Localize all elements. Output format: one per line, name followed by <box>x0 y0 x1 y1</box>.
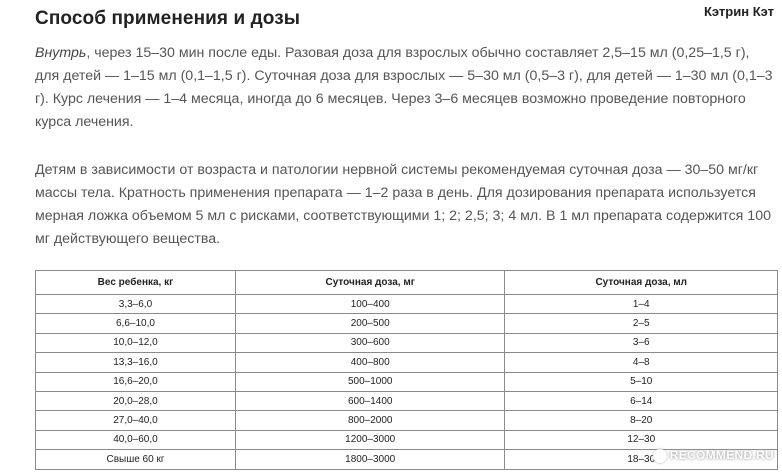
section-title: Способ применения и дозы <box>35 8 301 29</box>
table-row <box>36 430 778 449</box>
cell-weight: Свыше 60 кг <box>36 450 236 469</box>
paragraph-usage <box>35 42 775 134</box>
cell-weight: 40,0–60,0 <box>36 430 236 449</box>
cell-weight: 3,3–6,0 <box>36 295 236 314</box>
cell-weight: 13,3–16,0 <box>36 353 236 372</box>
dosage-table <box>35 270 778 470</box>
paragraph-children-dosage: Детям в зависимости от возраста и патологии нервной системы рекомендуемая суточная доза — 30–50 мг/кг массы тела. Кратность применения препарата — 1–2 раза в день. Для дозирования препарата используется мерная ложка объемом 5 мл с рисками, соответствующими 1; 2; 2,5; 3; 4 мл. В 1 мл препарата содержится 100 мг действующего вещества. <box>35 162 771 247</box>
cell-dose-mg: 1200–3000 <box>235 430 505 449</box>
cell-dose-mg: 500–1000 <box>235 372 505 391</box>
table-row <box>36 333 778 352</box>
cell-weight: 10,0–12,0 <box>36 333 236 352</box>
dosage-table-body <box>36 295 778 470</box>
cell-dose-mg: 600–1400 <box>235 391 505 410</box>
table-row <box>36 353 778 372</box>
recommend-logo-icon <box>653 449 667 463</box>
cell-dose-ml: 1–4 <box>505 295 778 314</box>
header-dose-ml: Суточная доза, мл <box>505 271 778 295</box>
cell-dose-ml: 12–30 <box>505 430 778 449</box>
cell-dose-mg: 800–2000 <box>235 411 505 430</box>
paragraph-usage-text: , через 15–30 мин после еды. Разовая доза для взрослых обычно составляет 2,5–15 мл (0,25–1,5 г), для детей — 1–15 мл (0,1–1,5 г). Суточная доза для взрослых — 5–30 мл (0,5–3 г), для детей — 1–30 мл (0,1–3 г). Курс лечения — 1–4 месяца, иногда до 6 месяцев. Через 3–6 месяцев возможно проведение повторного курса лечения. <box>35 45 773 130</box>
watermark <box>653 448 774 463</box>
cell-weight: 27,0–40,0 <box>36 411 236 430</box>
cell-weight: 16,6–20,0 <box>36 372 236 391</box>
header-dose-mg: Суточная доза, мг <box>235 271 505 295</box>
cell-dose-ml: 5–10 <box>505 372 778 391</box>
cell-dose-mg: 200–500 <box>235 314 505 333</box>
cell-weight: 6,6–10,0 <box>36 314 236 333</box>
cell-dose-ml: 2–5 <box>505 314 778 333</box>
cell-dose-ml: 18–30 <box>505 450 778 469</box>
table-row <box>36 372 778 391</box>
header-weight: Вес ребенка, кг <box>36 271 236 295</box>
cell-dose-mg: 300–600 <box>235 333 505 352</box>
cell-dose-ml: 8–20 <box>505 411 778 430</box>
watermark-text: RECOMMEND.RU <box>669 448 774 462</box>
cell-weight: 20,0–28,0 <box>36 391 236 410</box>
table-row <box>36 295 778 314</box>
cell-dose-ml: 3–6 <box>505 333 778 352</box>
cell-dose-ml: 4–8 <box>505 353 778 372</box>
cell-dose-mg: 1800–3000 <box>235 450 505 469</box>
cell-dose-mg: 400–800 <box>235 353 505 372</box>
table-row <box>36 411 778 430</box>
cell-dose-mg: 100–400 <box>235 295 505 314</box>
table-row <box>36 314 778 333</box>
author-name[interactable]: Кэтрин Кэт <box>703 4 774 19</box>
table-header-row <box>36 271 778 295</box>
cell-dose-ml: 6–14 <box>505 391 778 410</box>
italic-term: Внутрь <box>35 45 87 61</box>
table-row <box>36 391 778 410</box>
